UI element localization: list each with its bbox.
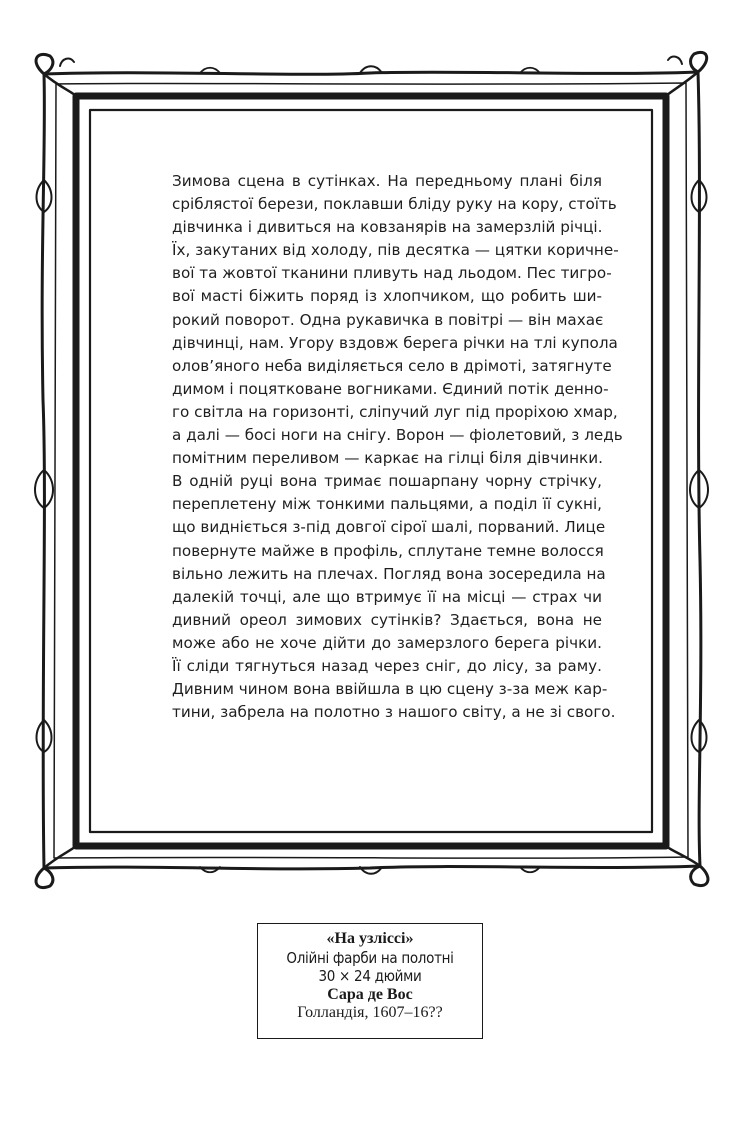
text-line: вільно лежить на плечах. Погляд вона зосередила на [172, 564, 606, 583]
painting-artist: Сара де Вос [327, 985, 413, 1003]
text-line: дівчинці, нам. Угору вздовж берега річки на тлі купола [172, 333, 618, 352]
text-line: що видніється з-під довгої сірої шалі, порваний. Лице [172, 518, 606, 537]
text-line: Зимова сцена в сутінках. На передньому плані біля [172, 172, 602, 190]
painting-medium: Олійні фарби на полотні [286, 948, 454, 967]
text-line: вої та жовтої тканини пливуть над льодом. Пес тигро- [172, 264, 612, 283]
text-line: Дивним чином вона ввійшла в цю сцену з-за меж кар- [172, 680, 608, 699]
painting-origin: Голландія, 1607–16?? [297, 1004, 443, 1021]
description-text [172, 170, 623, 724]
text-line: а далі — босі ноги на снігу. Ворон — фіолетовий, з ледь [172, 426, 623, 445]
text-line: Їх, закутаних від холоду, пів десятка — цятки коричне- [172, 241, 619, 260]
text-line: рокий поворот. Одна рукавичка в повітрі — він махає [172, 310, 604, 329]
text-line: димом і поцятковане вогниками. Єдиний потік денно- [172, 379, 609, 398]
text-line: повернуте майже в профіль, сплутане темне волосся [172, 541, 604, 560]
text-line: В одній руці вона тримає пошарпану чорну стрічку, [172, 472, 602, 491]
painting-label-plaque [257, 923, 483, 1039]
text-line: переплетену між тонкими пальцями, а поділ її сукні, [172, 495, 602, 514]
painting-size: 30 × 24 дюйми [318, 967, 422, 985]
text-line: дивний ореол зимових сутінків? Здається, вона не [172, 610, 602, 629]
text-line: далекій точці, але що втримує її на місці — страх чи [172, 587, 602, 606]
text-line: вої масті біжить поряд із хлопчиком, що робить ши- [172, 287, 602, 306]
text-line: може або не хоче дійти до замерзлого берега річки. [172, 633, 602, 652]
text-line: сріблястої берези, поклавши бліду руку на кору, стоїть [172, 195, 617, 214]
text-line: дівчинка і дивиться на ковзанярів на замерзлій річці. [172, 218, 603, 237]
text-line: Її сліди тягнуться назад через сніг, до лісу, за раму. [172, 656, 602, 675]
text-line: помітним переливом — каркає на гілці біля дівчинки. [172, 449, 603, 468]
text-line: тини, забрела на полотно з нашого світу, а не зі свого. [172, 703, 616, 722]
text-line: го світла на горизонті, сліпучий луг під проріхою хмар, [172, 402, 618, 421]
text-line: олов’яного неба виділяється село в дрімоті, затягнуте [172, 356, 612, 375]
painting-title: «На узліссі» [326, 930, 414, 947]
